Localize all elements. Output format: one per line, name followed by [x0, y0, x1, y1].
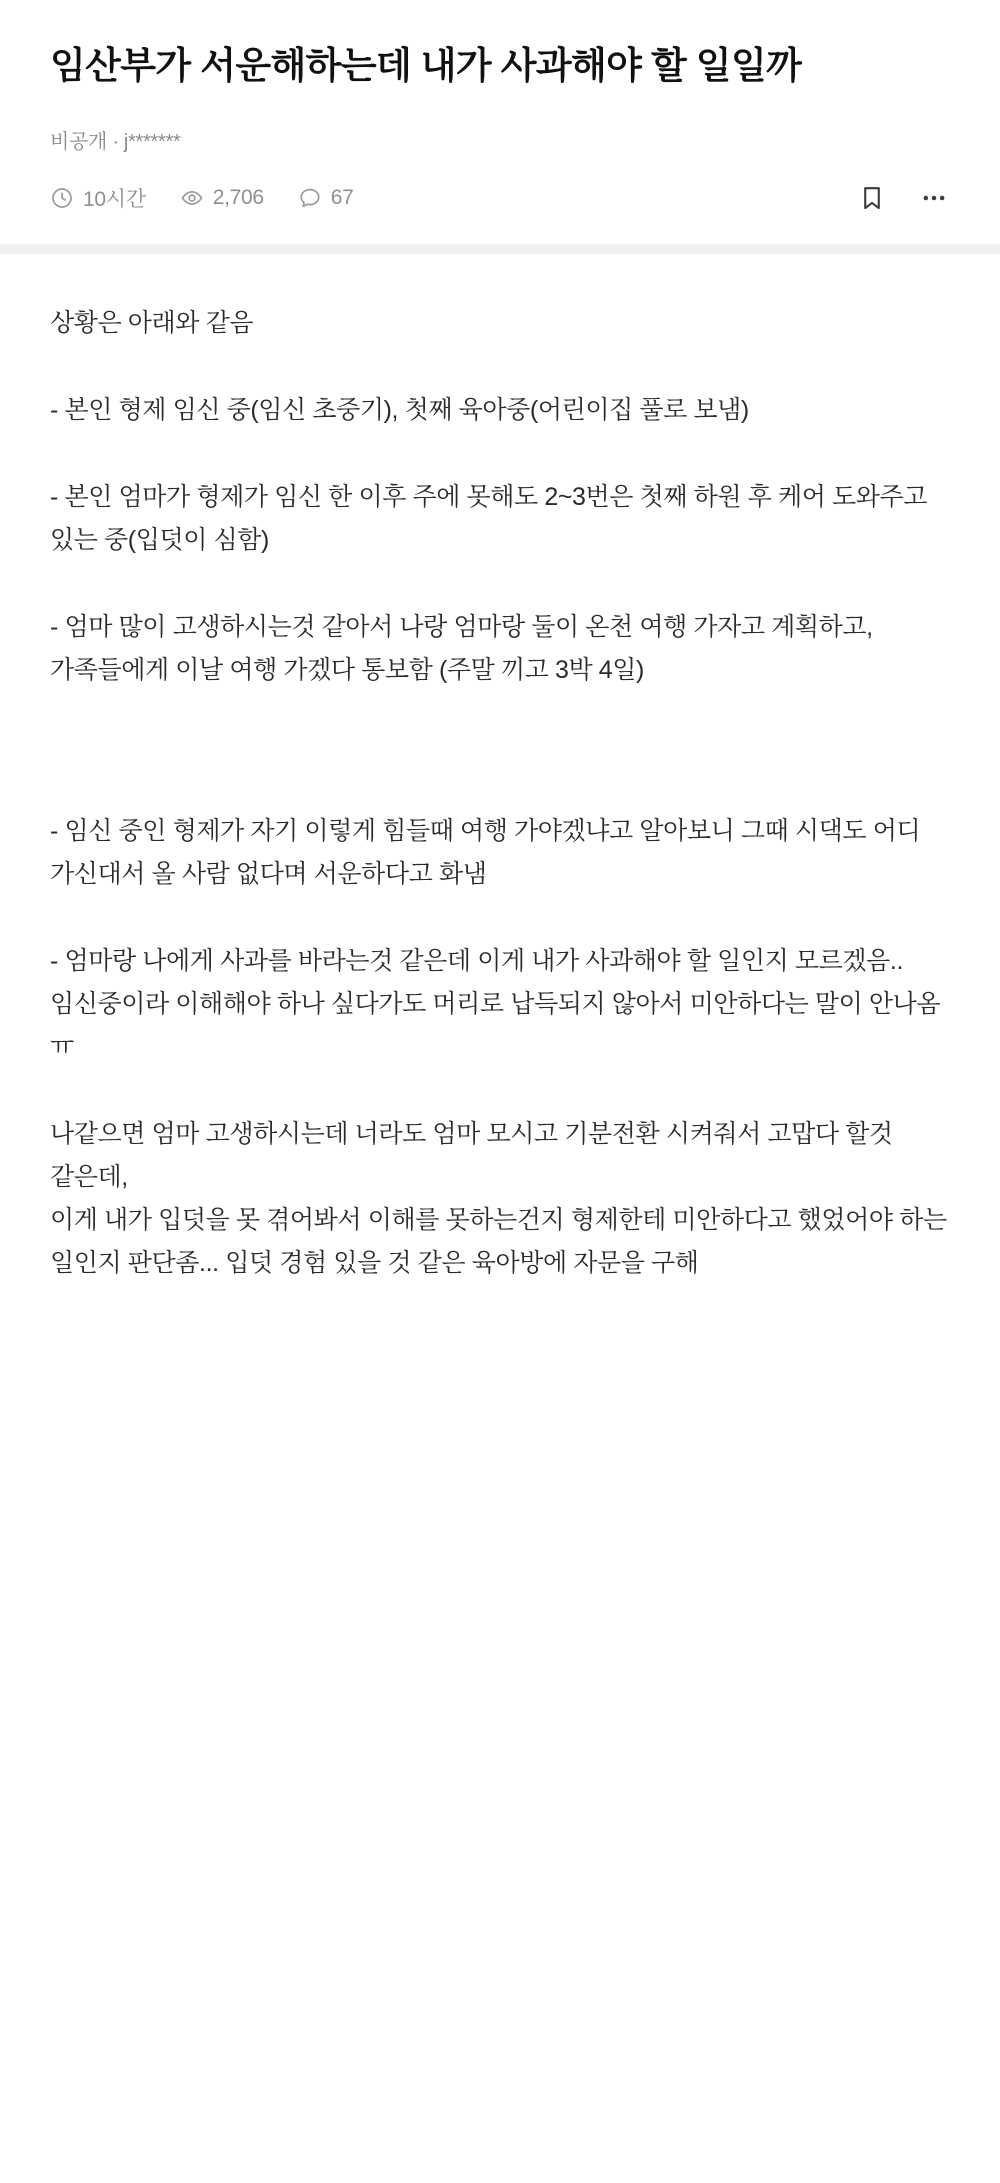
post-stats: [50, 183, 856, 213]
post-paragraph: - 본인 엄마가 형제가 임신 한 이후 주에 못해도 2~3번은 첫째 하원 후 케어 도와주고 있는 중(입덧이 심함): [50, 483, 934, 555]
eye-icon: [180, 186, 204, 210]
post-comments[interactable]: [298, 186, 354, 210]
clock-icon: [50, 186, 74, 210]
comment-icon: [298, 186, 322, 210]
post-paragraph: - 임신 중인 형제가 자기 이렇게 힘들때 여행 가야겠냐고 알아보니 그때 시댁도 어디 가신대서 올 사람 없다며 서운하다고 화냄: [50, 817, 927, 889]
post-views-label: 2,706: [212, 186, 264, 210]
post-time: [50, 183, 146, 213]
post-paragraph: 상황은 아래와 같음: [50, 309, 254, 338]
post-meta-row: [50, 182, 950, 244]
post-time-label: 10시간: [83, 188, 146, 212]
post-byline: 비공개 · j*******: [50, 131, 181, 154]
post-views: [180, 186, 264, 210]
bookmark-icon[interactable]: [856, 182, 888, 214]
post-comments-label: 67: [330, 186, 354, 210]
post-paragraph: - 엄마랑 나에게 사과를 바라는것 같은데 이게 내가 사과해야 할 일인지 모르겠음.. 임신중이라 이해해야 하나 싶다가도 머리로 납득되지 않아서 미안하다는 말이 안나옴 ㅠ: [50, 947, 947, 1062]
page-title: 임산부가 서운해하는데 내가 사과해야 할 일일까: [50, 45, 802, 86]
post-actions: [856, 182, 950, 214]
more-options-icon[interactable]: [918, 182, 950, 214]
section-divider: [0, 244, 1000, 254]
post-header: [0, 0, 1000, 244]
post-paragraph: 나같으면 엄마 고생하시는데 너라도 엄마 모시고 기분전환 시켜줘서 고맙다 할것 같은데,: [50, 1120, 900, 1192]
post-paragraph: 이게 내가 입덧을 못 겪어봐서 이해를 못하는건지 형제한테 미안하다고 했었어야 하는 일인지 판단좀... 입덧 경험 있을 것 같은 육아방에 자문을 구해: [50, 1206, 954, 1278]
post-paragraph: - 엄마 많이 고생하시는것 같아서 나랑 엄마랑 둘이 온천 여행 가자고 계획하고, 가족들에게 이날 여행 가겠다 통보함 (주말 끼고 3박 4일): [50, 613, 880, 685]
post-paragraph: - 본인 형제 임신 중(임신 초중기), 첫째 육아중(어린이집 풀로 보냄): [50, 396, 749, 425]
post-body: [0, 254, 1000, 1345]
